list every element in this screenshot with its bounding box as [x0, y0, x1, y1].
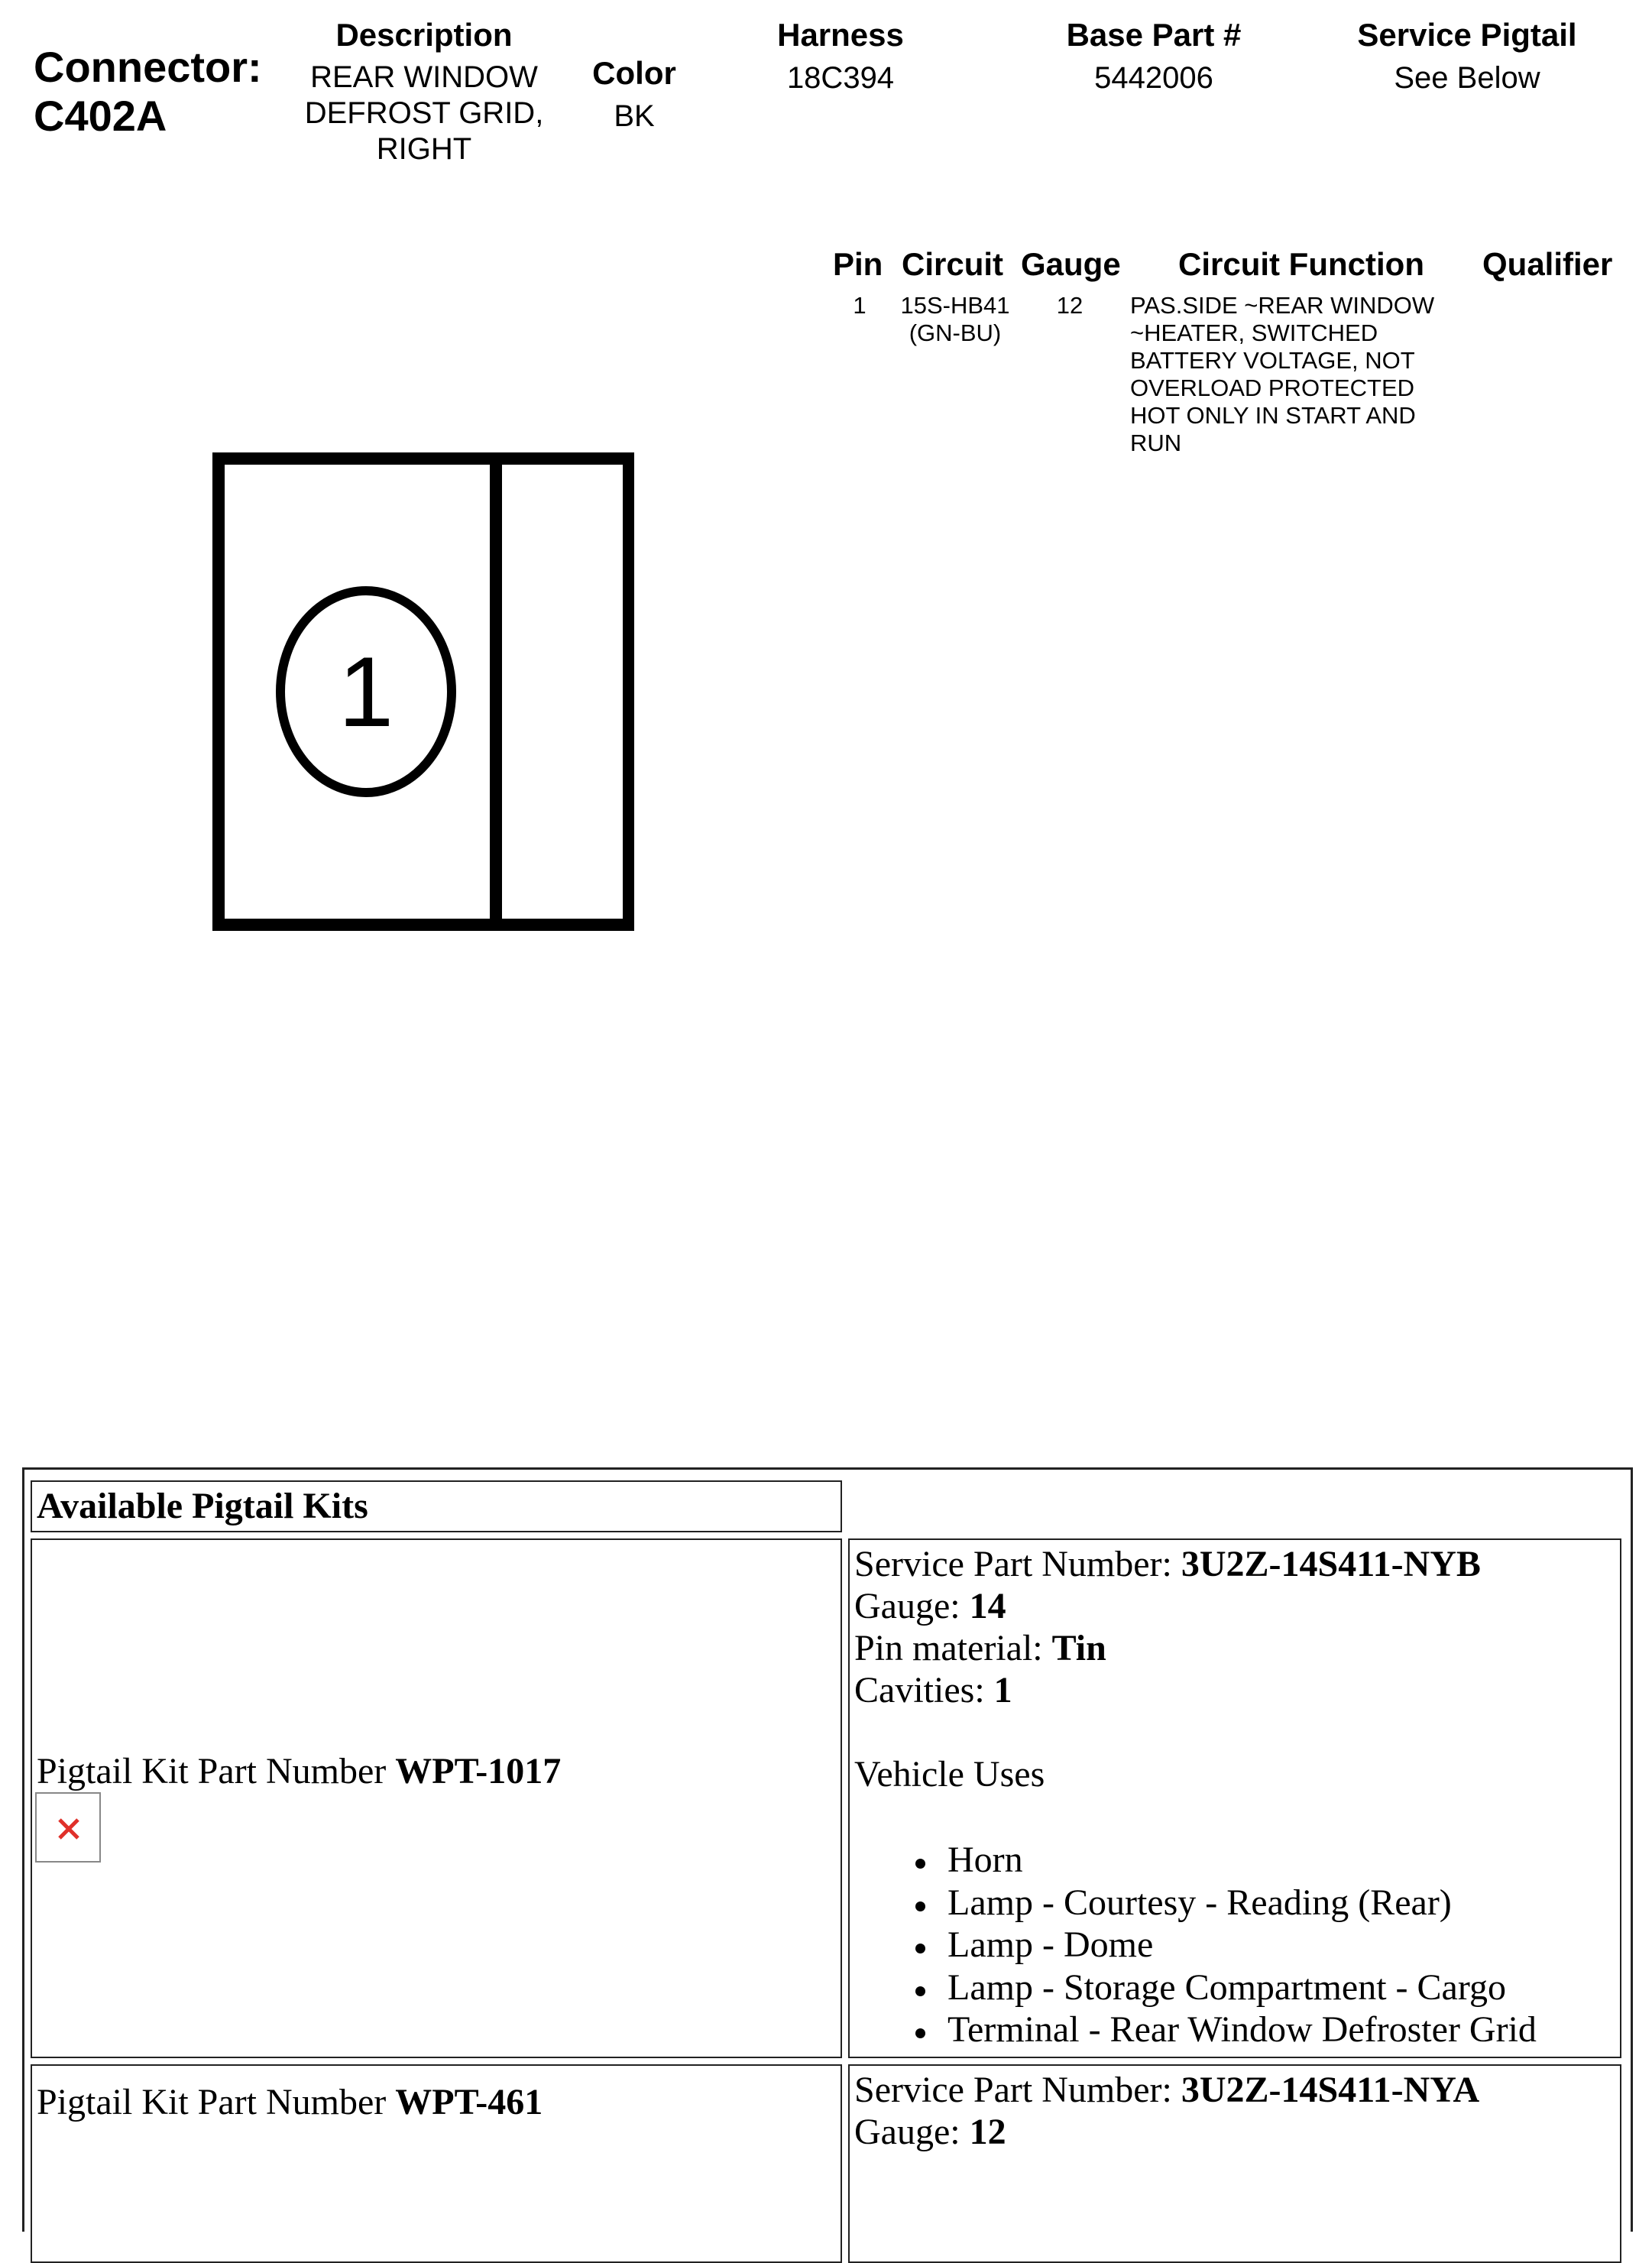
kit-details: [850, 2066, 1620, 2153]
function-line: HOT ONLY IN START AND: [1130, 402, 1416, 429]
pin-header: Pin: [833, 246, 883, 282]
list-item: Terminal - Rear Window Defroster Grid: [947, 2008, 1620, 2051]
description-value: [283, 60, 565, 167]
kit-number-label: Pigtail Kit Part Number: [37, 1751, 387, 1791]
pin-material-label: Pin material:: [854, 1628, 1043, 1668]
gauge-header: Gauge: [1021, 246, 1121, 282]
circuit-function-value: [1130, 292, 1482, 457]
pin-cavity-label: 1: [338, 636, 394, 747]
circuit-header: Circuit: [902, 246, 1004, 282]
kit-number-line: [32, 1750, 561, 1792]
harness-value: 18C394: [786, 61, 895, 95]
connector-label: Connector:: [34, 43, 262, 91]
description-column: [283, 17, 565, 167]
description-line: DEFROST GRID,: [304, 96, 544, 130]
pigtail-kits-table: [22, 1467, 1633, 2232]
vehicle-uses-list: [850, 1839, 1620, 2051]
base-part-header: Base Part #: [1066, 17, 1242, 53]
service-part-line: [854, 1543, 1620, 1585]
pin-material-value: Tin: [1051, 1628, 1106, 1668]
gauge-label: Gauge:: [854, 1586, 960, 1626]
kit-number: WPT-1017: [395, 1751, 562, 1791]
kit-number: WPT-461: [395, 2082, 543, 2122]
kit-cell: [31, 1538, 842, 2058]
circuit-value: [886, 292, 1024, 347]
gauge-value: 12: [1056, 292, 1084, 319]
harness-column: [726, 17, 955, 96]
list-item: Horn: [947, 1839, 1620, 1882]
base-part-column: [1024, 17, 1284, 96]
description-header: Description: [335, 17, 513, 53]
color-header: Color: [592, 55, 676, 91]
gauge-number: 12: [969, 2112, 1006, 2152]
gauge-number: 14: [969, 1586, 1006, 1626]
base-part-value: 5442006: [1094, 61, 1213, 95]
kit-number-label: Pigtail Kit Part Number: [37, 2082, 387, 2122]
gauge-label: Gauge:: [854, 2112, 960, 2152]
function-line: ~HEATER, SWITCHED: [1130, 319, 1378, 346]
cavities-value: 1: [993, 1670, 1012, 1710]
list-item: Lamp - Dome: [947, 1924, 1620, 1966]
service-part-label: Service Part Number:: [854, 1544, 1172, 1584]
vehicle-uses-heading: Vehicle Uses: [854, 1754, 1045, 1795]
list-item: Lamp - Courtesy - Reading (Rear): [947, 1882, 1620, 1924]
function-line: RUN: [1130, 430, 1182, 456]
function-line: BATTERY VOLTAGE, NOT: [1130, 347, 1415, 374]
connector-id: C402A: [34, 92, 167, 140]
qualifier-header: Qualifier: [1482, 246, 1613, 282]
broken-image-icon: [35, 1792, 101, 1863]
cavities-line: [854, 1669, 1620, 1711]
color-value: BK: [614, 99, 655, 133]
color-column: [565, 55, 703, 134]
description-line: RIGHT: [376, 132, 472, 166]
kit-cell: [31, 2064, 842, 2263]
pin-material-line: [854, 1627, 1620, 1669]
circuit-line: 15S-HB41: [900, 292, 1010, 319]
gauge-line: [854, 2111, 1620, 2153]
cavities-label: Cavities:: [854, 1670, 985, 1710]
service-part-number: 3U2Z-14S411-NYB: [1181, 1544, 1481, 1584]
list-item: Lamp - Storage Compartment - Cargo: [947, 1966, 1620, 2009]
description-line: REAR WINDOW: [310, 60, 538, 94]
function-line: OVERLOAD PROTECTED: [1130, 374, 1415, 401]
circuit-function-header: Circuit Function: [1178, 246, 1424, 282]
service-part-line: [854, 2069, 1620, 2111]
function-line: PAS.SIDE ~REAR WINDOW: [1130, 292, 1435, 319]
service-pigtail-column: [1314, 17, 1620, 96]
kit-details: [850, 1540, 1620, 1839]
kit-details-cell: [848, 1538, 1621, 2058]
service-pigtail-header: Service Pigtail: [1357, 17, 1577, 53]
harness-header: Harness: [777, 17, 904, 53]
kit-details-cell: [848, 2064, 1621, 2263]
kit-number-line: [32, 2081, 543, 2123]
connector-title: [34, 43, 262, 141]
pin-number: 1: [853, 292, 866, 319]
service-part-number: 3U2Z-14S411-NYA: [1181, 2070, 1480, 2110]
pigtail-kits-title: Available Pigtail Kits: [31, 1480, 842, 1532]
connector-face-diagram: [206, 447, 634, 936]
service-pigtail-value: See Below: [1394, 61, 1540, 95]
service-part-label: Service Part Number:: [854, 2070, 1172, 2110]
gauge-line: [854, 1585, 1620, 1627]
circuit-line: (GN-BU): [909, 319, 1002, 346]
